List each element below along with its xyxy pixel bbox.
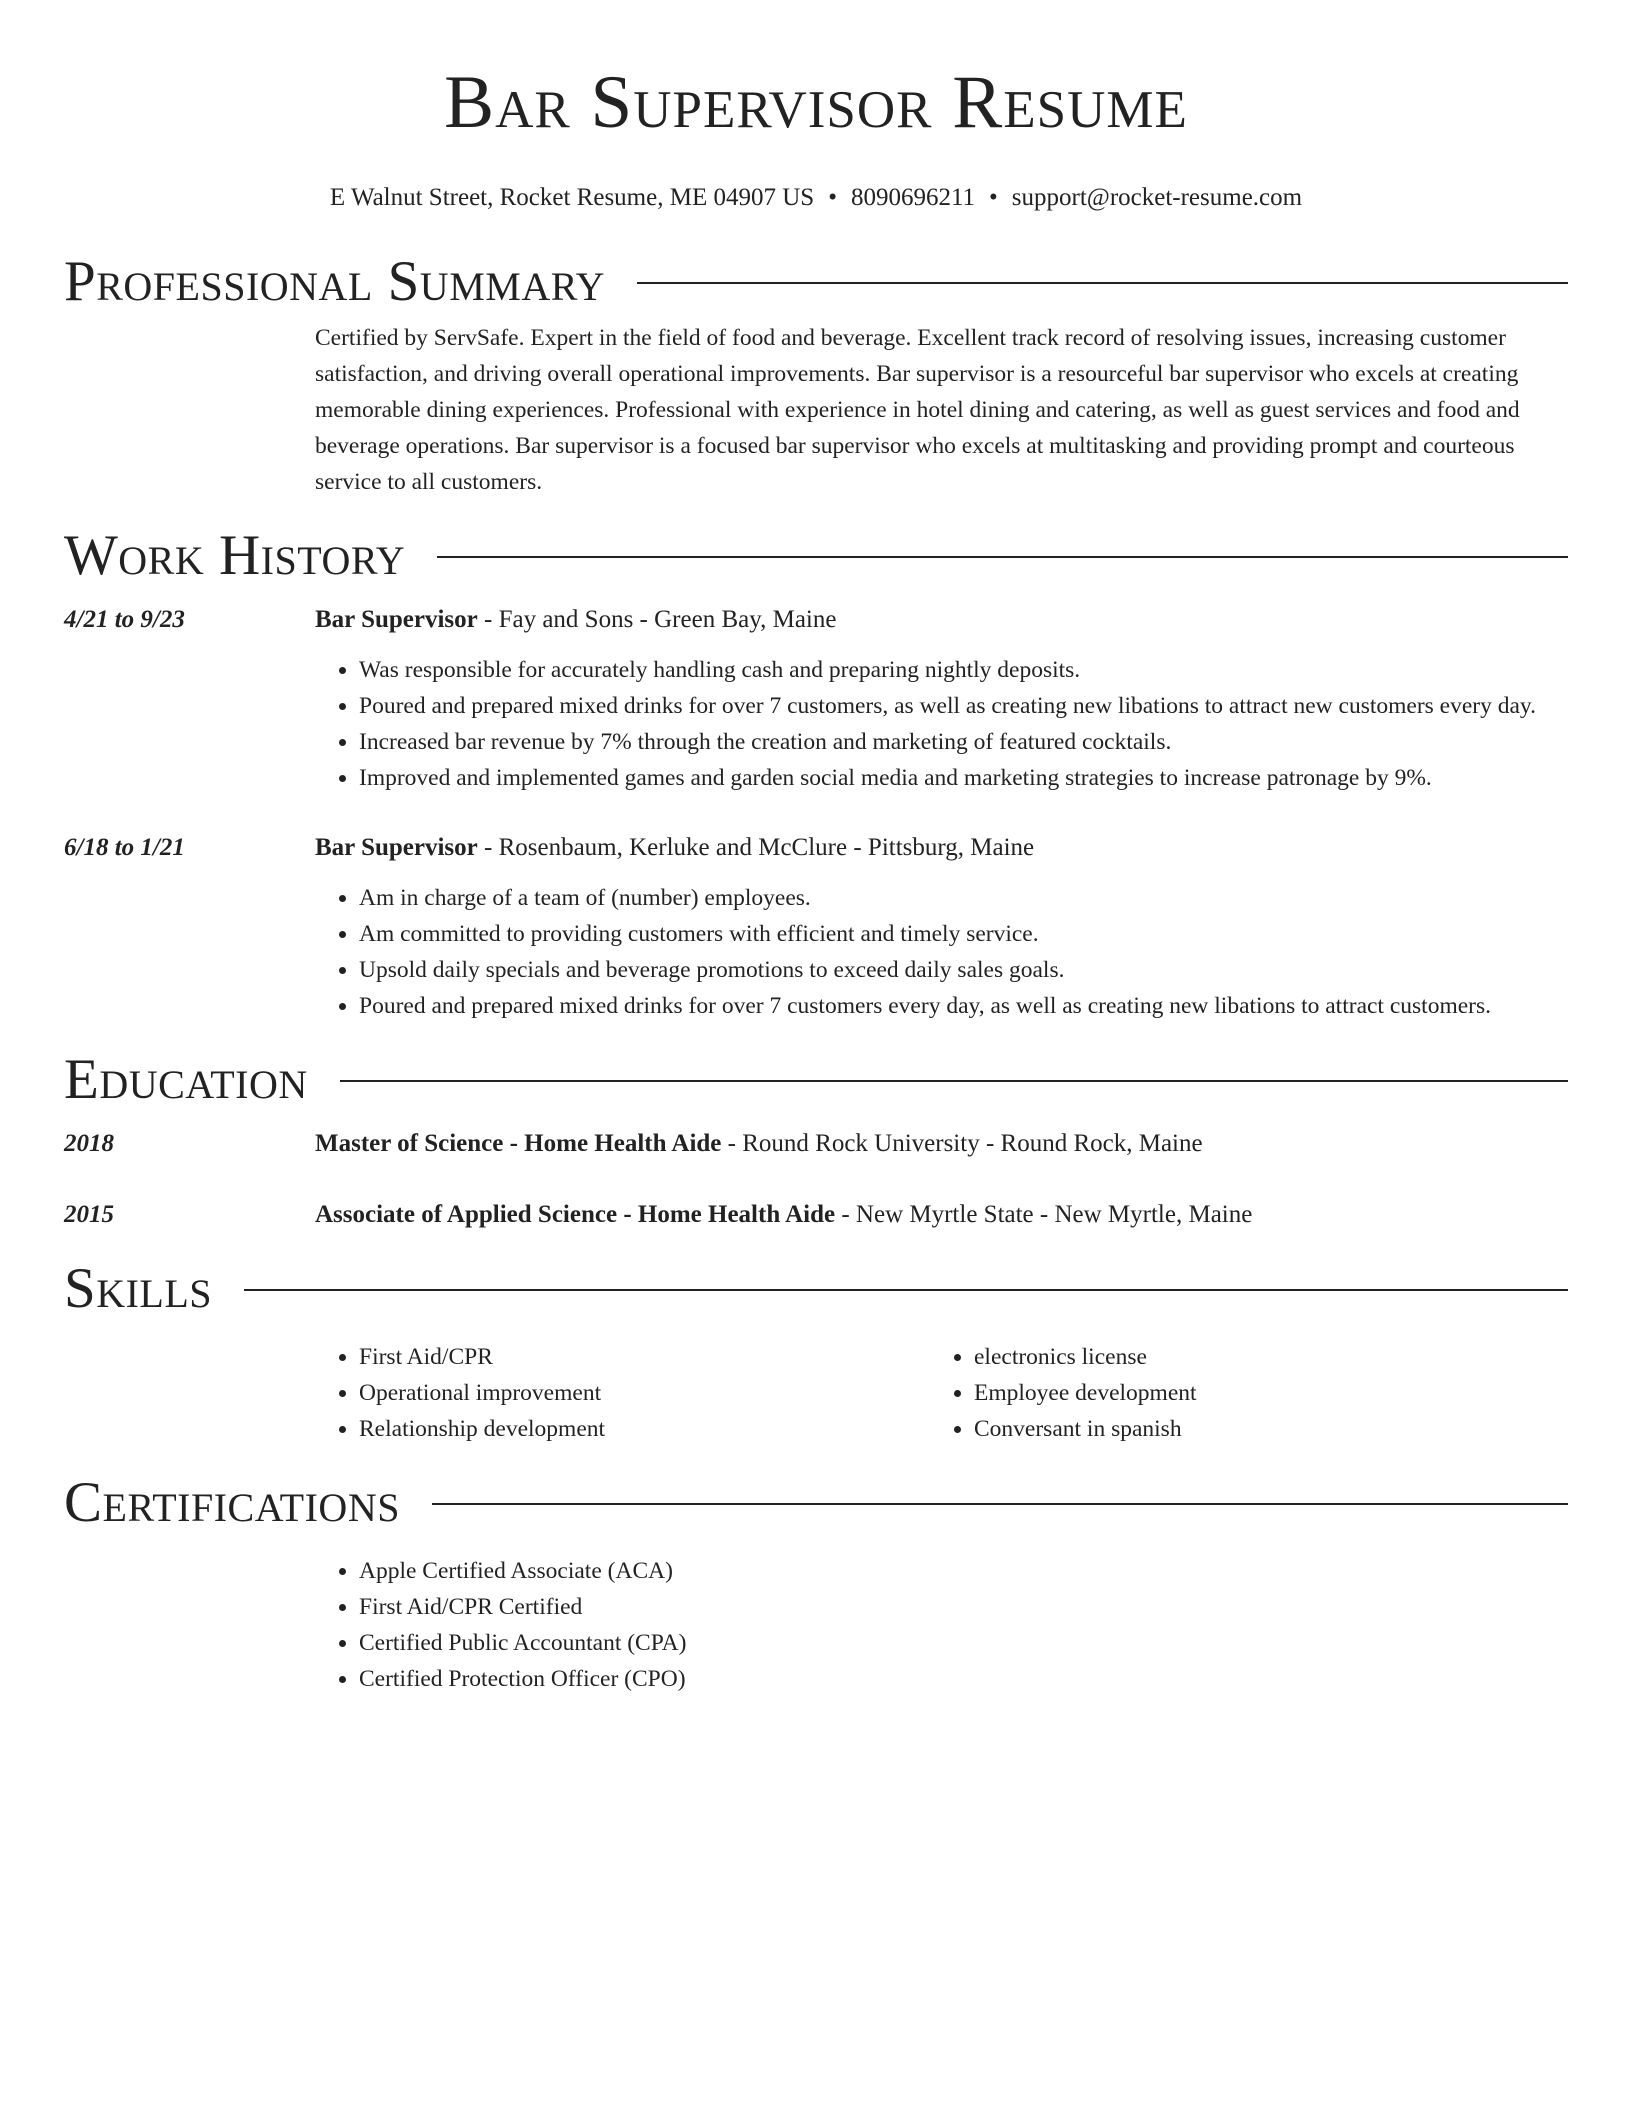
list-item: • Conversant in spanish [974, 1411, 1545, 1447]
section-divider [244, 1289, 1568, 1291]
job-bullets [315, 652, 1568, 796]
list-item: • Increased bar revenue by 7% through the creation and marketing of featured cocktails. [359, 724, 1568, 760]
certifications-row [64, 1535, 1568, 1697]
job-title-line [315, 830, 1568, 866]
summary-row [64, 314, 1568, 500]
job-title: Bar Supervisor [315, 834, 478, 861]
education-body [315, 1126, 1568, 1162]
section-divider [637, 282, 1568, 284]
list-item: • First Aid/CPR Certified [359, 1589, 1568, 1625]
education-entry [64, 1197, 1568, 1233]
list-item: • Employee development [974, 1375, 1545, 1411]
section-header-summary [64, 250, 1568, 314]
certifications-body [315, 1535, 1568, 1697]
list-item: • Am in charge of a team of (number) employees. [359, 880, 1568, 916]
list-item: • Am committed to providing customers with efficient and timely service. [359, 916, 1568, 952]
skills-row [64, 1321, 1568, 1447]
skills-column-left [315, 1339, 930, 1447]
list-item: • Certified Protection Officer (CPO) [359, 1661, 1568, 1697]
contact-line [64, 182, 1568, 214]
list-item: • electronics license [974, 1339, 1545, 1375]
skills-column-right [930, 1339, 1545, 1447]
job-dates: 4/21 to 9/23 [64, 606, 185, 633]
list-item: • Operational improvement [359, 1375, 930, 1411]
list-item: • First Aid/CPR [359, 1339, 930, 1375]
contact-separator: • [989, 184, 998, 211]
section-heading: Education [64, 1048, 308, 1111]
job-body [315, 602, 1568, 796]
section-header-certifications [64, 1471, 1568, 1535]
section-heading: Professional Summary [64, 250, 606, 313]
skills-list [930, 1339, 1545, 1447]
education-details: - New Myrtle State - New Myrtle, Maine [835, 1201, 1253, 1228]
section-divider [432, 1503, 1568, 1505]
job-bullets [315, 880, 1568, 1024]
education-degree: Associate of Applied Science - Home Health Aide [315, 1201, 836, 1228]
education-degree: Master of Science - Home Health Aide [315, 1130, 722, 1157]
summary-text: Certified by ServSafe. Expert in the field of food and beverage. Excellent track record of resolving issues, increasing customer satisfaction, and driving overall operational improvements. Bar supervisor is a resourceful bar supervisor who excels at creating memorable dining experiences. Professional with experience in hotel dining and catering, as well as guest services and food and beverage operations. Bar supervisor is a focused bar supervisor who excels at multitasking and providing prompt and courteous service to all customers. [315, 325, 1520, 495]
job-title-line [315, 602, 1568, 638]
contact-phone: 8090696211 [850, 184, 976, 211]
job-details: - Fay and Sons - Green Bay, Maine [477, 606, 837, 633]
list-item: • Poured and prepared mixed drinks for over 7 customers every day, as well as creating new libations to attract customers. [359, 988, 1568, 1024]
list-item: • Upsold daily specials and beverage promotions to exceed daily sales goals. [359, 952, 1568, 988]
contact-separator: • [828, 184, 837, 211]
list-item: • Improved and implemented games and garden social media and marketing strategies to increase patronage by 9%. [359, 760, 1568, 796]
certifications-list [315, 1553, 1568, 1697]
job-entry [64, 830, 1568, 1024]
job-dates: 6/18 to 1/21 [64, 834, 185, 861]
skills-list [315, 1339, 930, 1447]
section-heading: Skills [64, 1257, 213, 1320]
section-divider [340, 1080, 1568, 1082]
list-item: • Poured and prepared mixed drinks for over 7 customers, as well as creating new libations to attract new customers every day. [359, 688, 1568, 724]
list-item: • Was responsible for accurately handling cash and preparing nightly deposits. [359, 652, 1568, 688]
contact-address: E Walnut Street, Rocket Resume, ME 04907 US [329, 184, 815, 211]
skills-grid [315, 1339, 1545, 1447]
section-heading: Certifications [64, 1471, 400, 1534]
list-item: • Apple Certified Associate (ACA) [359, 1553, 1568, 1589]
job-title: Bar Supervisor [315, 606, 478, 633]
education-year: 2018 [64, 1130, 114, 1157]
job-details: - Rosenbaum, Kerluke and McClure - Pittsburg, Maine [477, 834, 1035, 861]
education-entry [64, 1126, 1568, 1162]
resume-title: Bar Supervisor Resume [444, 61, 1188, 144]
section-header-skills [64, 1257, 1568, 1321]
section-heading: Work History [64, 524, 406, 587]
contact-email: support@rocket-resume.com [1011, 184, 1303, 211]
education-details: - Round Rock University - Round Rock, Maine [721, 1130, 1203, 1157]
job-entry [64, 602, 1568, 796]
education-year: 2015 [64, 1201, 114, 1228]
list-item: • Certified Public Accountant (CPA) [359, 1625, 1568, 1661]
section-divider [437, 556, 1568, 558]
section-header-education [64, 1048, 1568, 1112]
job-body [315, 830, 1568, 1024]
education-body [315, 1197, 1568, 1233]
section-header-work [64, 524, 1568, 588]
list-item: • Relationship development [359, 1411, 930, 1447]
